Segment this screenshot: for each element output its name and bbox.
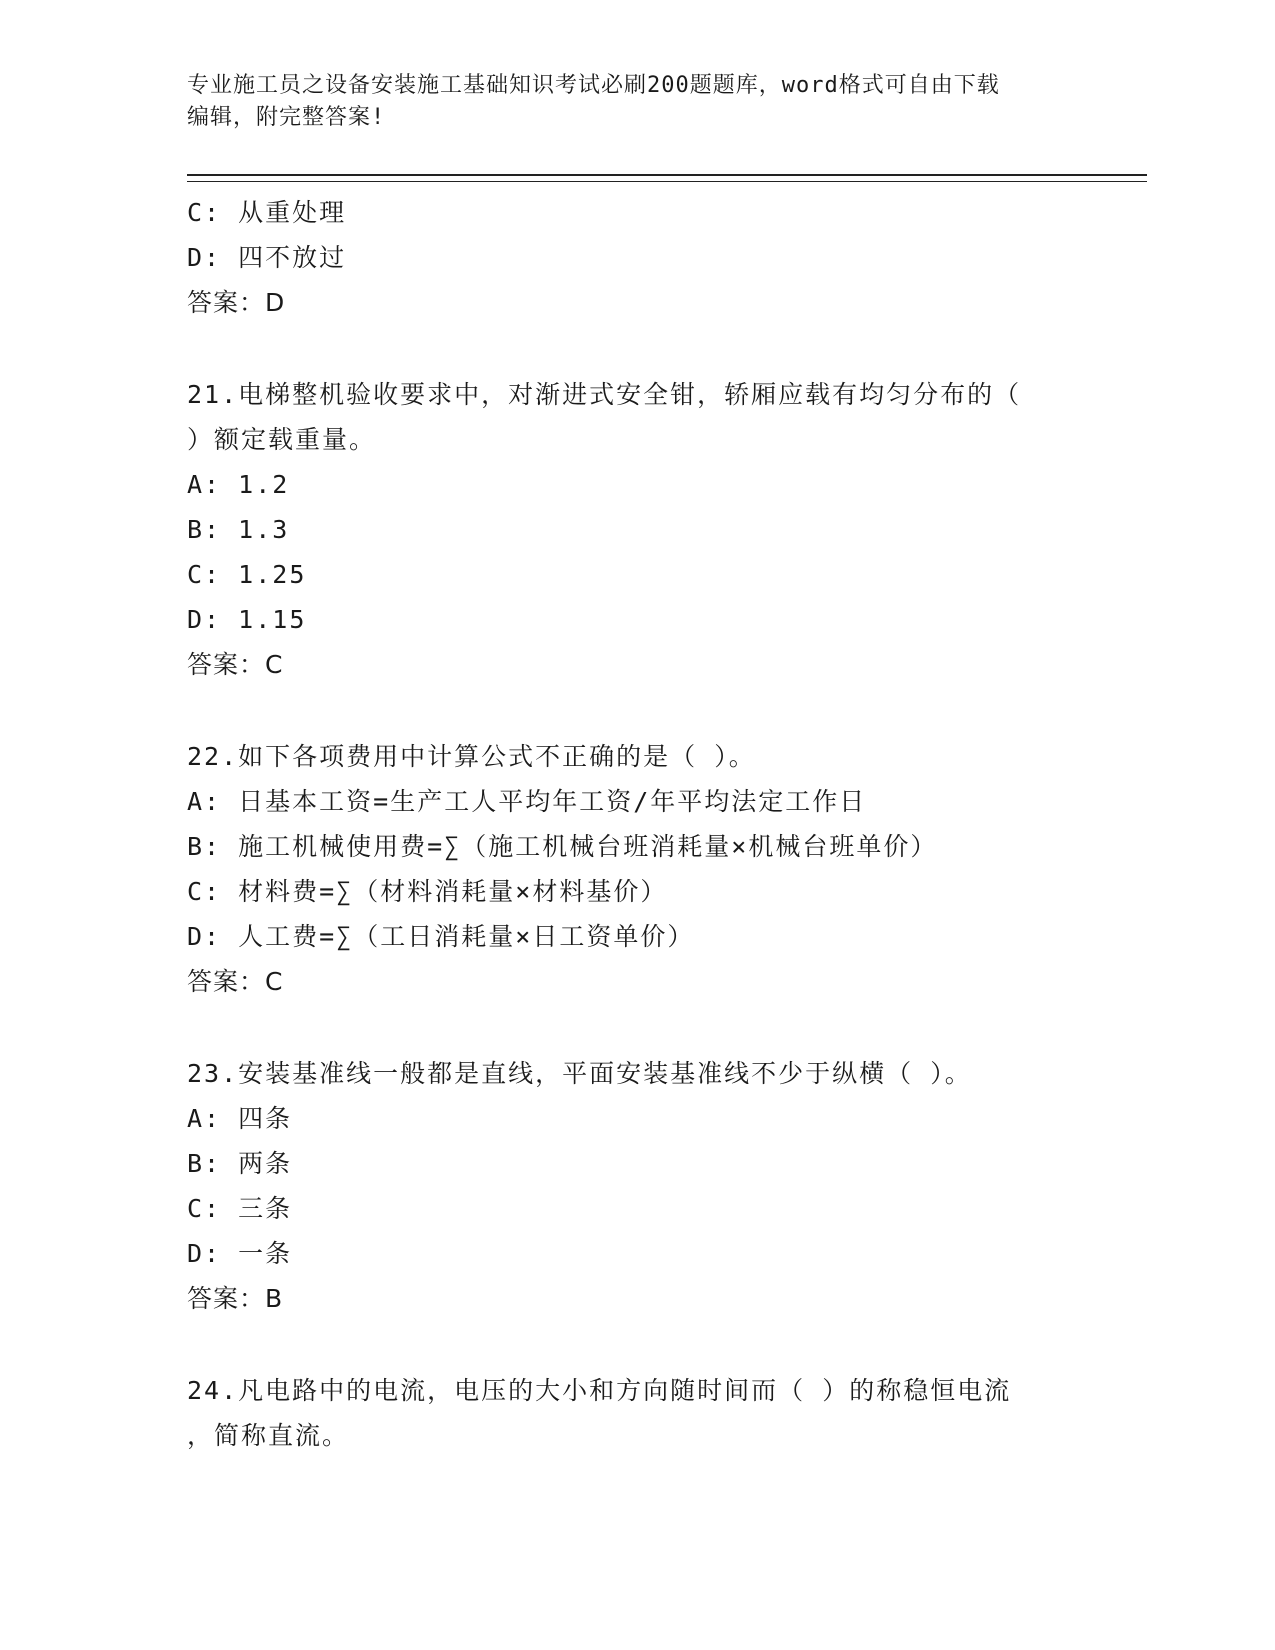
document-header [187, 70, 1067, 134]
option-key: C: [187, 560, 222, 589]
option-text: 四条 [238, 1104, 293, 1133]
option-key: C: [187, 1194, 222, 1223]
question-22-text: 22.如下各项费用中计算公式不正确的是（ ）。 [187, 742, 756, 771]
question-list [187, 190, 1147, 1458]
option-c [187, 1186, 1147, 1231]
header-line-2: 编辑，附完整答案! [187, 105, 386, 130]
option-c [187, 869, 1147, 914]
option-key: B: [187, 1149, 222, 1178]
option-key: B: [187, 515, 222, 544]
option-text: 日基本工资=生产工人平均年工资/年平均法定工作日 [238, 787, 867, 816]
option-key: D: [187, 922, 222, 951]
option-text: 两条 [238, 1149, 293, 1178]
option-key: A: [187, 470, 222, 499]
option-d [187, 597, 1147, 642]
option-a [187, 779, 1147, 824]
option-text: 材料费=∑（材料消耗量×材料基价） [238, 877, 668, 906]
option-key: C: [187, 877, 222, 906]
question-23-text: 23.安装基准线一般都是直线，平面安装基准线不少于纵横（ ）。 [187, 1059, 972, 1088]
option-a [187, 462, 1147, 507]
option-text: 一条 [238, 1239, 293, 1268]
option-d [187, 1231, 1147, 1276]
option-b [187, 507, 1147, 552]
answer-line: 答案：C [187, 967, 284, 996]
option-a [187, 1096, 1147, 1141]
question-21-text-line-1: 21.电梯整机验收要求中，对渐进式安全钳，轿厢应载有均匀分布的（ [187, 380, 1022, 409]
option-text: 四不放过 [238, 243, 347, 272]
option-b [187, 1141, 1147, 1186]
option-d [187, 914, 1147, 959]
header-line-1: 专业施工员之设备安装施工基础知识考试必刷200题题库，word格式可自由下载 [187, 73, 1000, 98]
question-24-text-line-1: 24.凡电路中的电流，电压的大小和方向随时间而（ ）的称稳恒电流 [187, 1376, 1012, 1405]
option-text: 1.3 [238, 515, 290, 544]
header-divider [187, 174, 1147, 182]
option-key: A: [187, 1104, 222, 1133]
option-text: 1.25 [238, 560, 307, 589]
option-text: 从重处理 [238, 198, 347, 227]
option-key: D: [187, 605, 222, 634]
answer-line: 答案：C [187, 650, 284, 679]
option-key: B: [187, 832, 222, 861]
option-key: C: [187, 198, 222, 227]
document-page [187, 70, 1147, 1458]
option-text: 人工费=∑（工日消耗量×日工资单价） [238, 922, 695, 951]
option-text: 三条 [238, 1194, 293, 1223]
question-24-text-line-2: ，简称直流。 [187, 1421, 350, 1450]
option-b [187, 824, 1147, 869]
option-key: A: [187, 787, 222, 816]
option-key: D: [187, 243, 222, 272]
option-c [187, 552, 1147, 597]
option-text: 1.15 [238, 605, 307, 634]
option-text: 1.2 [238, 470, 290, 499]
question-21-text-line-2: ）额定载重量。 [187, 425, 377, 454]
option-key: D: [187, 1239, 222, 1268]
option-c [187, 190, 1147, 235]
option-d [187, 235, 1147, 280]
answer-line: 答案：D [187, 288, 286, 317]
answer-line: 答案：B [187, 1284, 284, 1313]
option-text: 施工机械使用费=∑（施工机械台班消耗量×机械台班单价） [238, 832, 938, 861]
